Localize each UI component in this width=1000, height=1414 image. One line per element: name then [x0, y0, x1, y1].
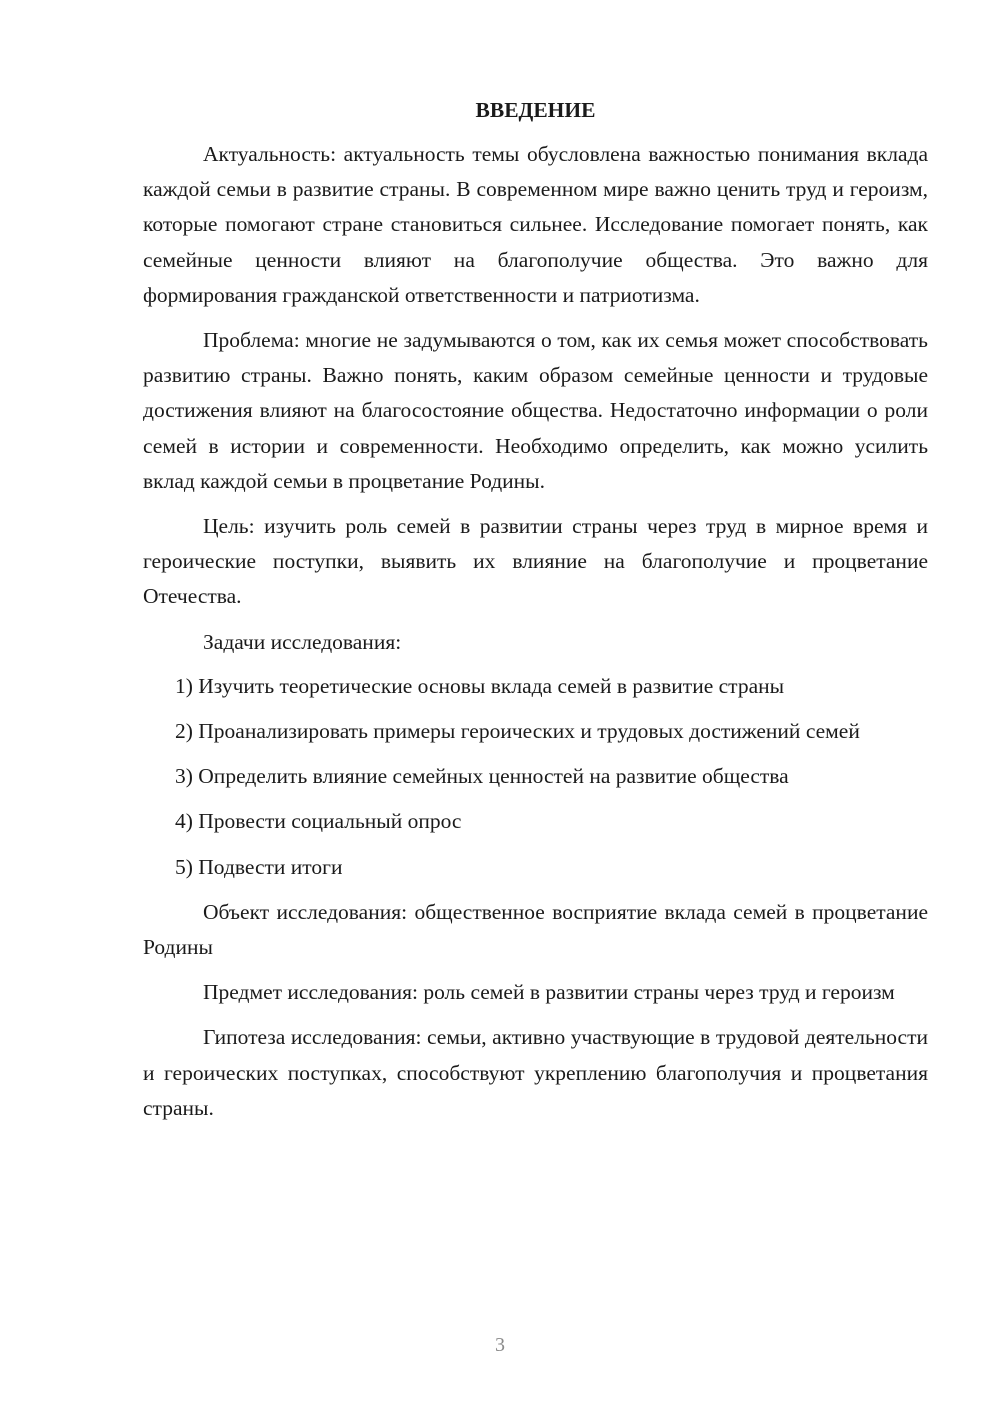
- document-page: [143, 92, 928, 1136]
- object-paragraph: Объект исследования: общественное восприятие вклада семей в процветание Родины: [143, 899, 928, 960]
- subject-paragraph: Предмет исследования: роль семей в развитии страны через труд и героизм: [203, 980, 895, 1005]
- hypothesis-paragraph: Гипотеза исследования: семьи, активно участвующие в трудовой деятельности и героических поступках, способствуют укреплению благополучия и процветания страны.: [143, 1025, 928, 1120]
- list-item: 1) Изучить теоретические основы вклада семей в развитие страны: [175, 673, 785, 698]
- list-item: 3) Определить влияние семейных ценностей на развитие общества: [175, 764, 789, 789]
- document-title: ВВЕДЕНИЕ: [475, 98, 596, 122]
- list-item: 4) Провести социальный опрос: [175, 809, 462, 834]
- list-item: 5) Подвести итоги: [175, 854, 343, 879]
- page-number: 3: [495, 1334, 505, 1356]
- goal-paragraph: Цель: изучить роль семей в развитии страны через труд в мирное время и героические поступки, выявить их влияние на благополучие и процветание Отечества.: [143, 514, 928, 609]
- tasks-list: [143, 669, 928, 885]
- tasks-heading: Задачи исследования:: [203, 629, 402, 654]
- relevance-paragraph: Актуальность: актуальность темы обусловлена важностью понимания вклада каждой семьи в развитие страны. В современном мире важно ценить труд и героизм, которые помогают стране становиться сильнее. Исследование помогает понять, как семейные ценности влияют на благополучие общества. Это важно для формирования гражданской ответственности и патриотизма.: [143, 142, 928, 307]
- problem-paragraph: Проблема: многие не задумываются о том, как их семья может способствовать развитию страны. Важно понять, каким образом семейные ценности и трудовые достижения влияют на благосостояние общества. Недостаточно информации о роли семей в истории и современности. Необходимо определить, как можно усилить вклад каждой семьи в процветание Родины.: [143, 328, 928, 493]
- list-item: 2) Проанализировать примеры героических и трудовых достижений семей: [175, 719, 860, 744]
